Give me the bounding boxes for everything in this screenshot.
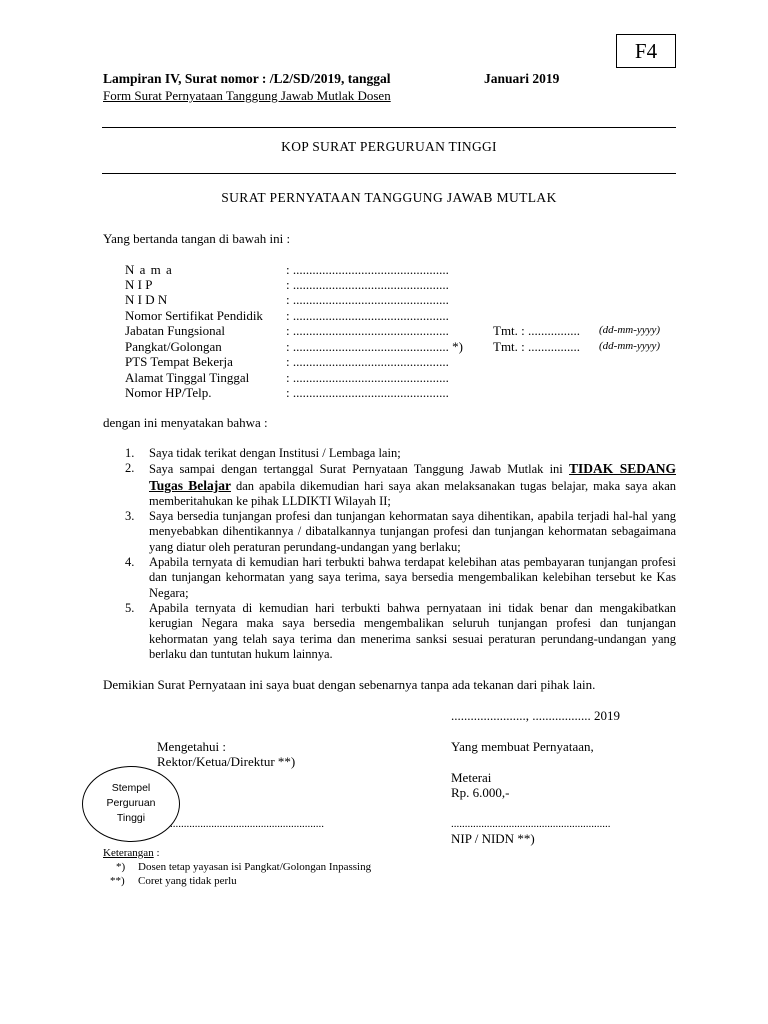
list-item-text: Saya sampai dengan tertanggal Surat Pernyataan Tanggung Jawab Mutlak ini: [149, 462, 569, 477]
field-label-nama: N a m a: [125, 262, 173, 277]
nip-nidn-label: NIP / NIDN **): [451, 831, 535, 846]
stamp-line-2: Perguruan: [106, 797, 156, 809]
field-value-nama: : ................................................: [286, 262, 449, 277]
divider-bottom: [102, 173, 676, 174]
list-item-number: 4.: [125, 555, 135, 570]
field-label-nidn: N I D N: [125, 292, 168, 307]
list-item-text: Apabila ternyata di kemudian hari terbukti bahwa terdapat kelebihan atas pembayaran tunjangan profesi dan tunjangan kehormatan yang saya terima, saya bersedia mengembalikan kelebihan tersebut ke Kas Negara;: [149, 555, 676, 600]
list-item: [102, 509, 676, 555]
list-item-emphasis: TIDAK SEDANG Tugas Belajar: [149, 461, 676, 493]
note-text-1: Dosen tetap yayasan isi Pangkat/Golongan Inpassing: [138, 861, 372, 873]
tmt-pangkat: Tmt. : ................: [493, 339, 581, 354]
note-mark-1: *): [116, 861, 126, 873]
list-item-number: 5.: [125, 600, 135, 615]
mengetahui-label: Mengetahui :: [157, 739, 226, 754]
signer-signature-line: ..........................................................: [451, 818, 611, 830]
stamp-line-3: Tinggi: [116, 812, 146, 824]
note-mark-2: **): [110, 875, 125, 887]
rektor-signature-line: ........................................................: [170, 818, 324, 830]
notes-colon: :: [153, 847, 160, 859]
stamp-line-1: Stempel: [111, 782, 151, 794]
field-label-hp: Nomor HP/Telp.: [125, 385, 212, 400]
divider-top: [102, 127, 676, 128]
field-value-hp: : ................................................: [286, 385, 449, 400]
meterai-label: Meterai: [451, 770, 492, 785]
document-title: SURAT PERNYATAAN TANGGUNG JAWAB MUTLAK: [221, 190, 557, 205]
field-label-jabatan: Jabatan Fungsional: [125, 323, 226, 338]
field-label-nip: N I P: [125, 277, 153, 292]
field-label-sertifikat: Nomor Sertifikat Pendidik: [125, 308, 263, 323]
notes-title: Keterangan: [103, 847, 154, 859]
list-item-text: Saya tidak terikat dengan Institusi / Lembaga lain;: [149, 446, 401, 460]
list-item-number: 2.: [125, 461, 135, 476]
field-label-pangkat: Pangkat/Golongan: [125, 339, 222, 354]
form-title: Form Surat Pernyataan Tanggung Jawab Mutlak Dosen: [103, 88, 391, 103]
field-value-nidn: : ................................................: [286, 292, 449, 307]
note-text-2: Coret yang tidak perlu: [138, 875, 237, 887]
statement-intro: dengan ini menyatakan bahwa :: [103, 415, 268, 430]
signer-title: Yang membuat Pernyataan,: [451, 739, 594, 754]
date-line: ......................., .................. 2019: [451, 708, 620, 723]
form-code-box: F4: [616, 34, 676, 68]
field-label-pts: PTS Tempat Bekerja: [125, 354, 233, 369]
list-item-number: 1.: [125, 446, 135, 460]
kop-title: KOP SURAT PERGURUAN TINGGI: [281, 139, 497, 154]
field-label-alamat: Alamat Tinggal Tinggal: [125, 370, 250, 385]
list-item: [102, 601, 676, 662]
field-value-pts: : ................................................: [286, 354, 449, 369]
closing-text: Demikian Surat Pernyataan ini saya buat dengan sebenarnya tanpa ada tekanan dari pihak lain.: [103, 677, 596, 692]
statement-list: [102, 446, 676, 662]
list-item: [102, 555, 676, 601]
field-value-sertifikat: : ................................................: [286, 308, 449, 323]
month-year: Januari 2019: [484, 71, 560, 86]
field-value-nip: : ................................................: [286, 277, 449, 292]
list-item-text-cont: dan apabila dikemudian hari saya akan melaksanakan tugas belajar, maka saya akan memberitahukan ke pihak LLDIKTI Wilayah II;: [149, 478, 676, 508]
rektor-role: Rektor/Ketua/Direktur **): [157, 754, 296, 769]
tmt-jabatan-format: (dd-mm-yyyy): [599, 324, 661, 336]
list-item-text: Saya bersedia tunjangan profesi dan tunjangan kehormatan saya dihentikan, apabila terjadi hal-hal yang menyebabkan dihentikannya / dibatalkannya tunjangan profesi dan tunjangan kehormatan sebagaimana yang diatur oleh peraturan perundang-undangan yang berlaku;: [149, 509, 676, 554]
lampiran-line: Lampiran IV, Surat nomor : /L2/SD/2019, tanggal: [103, 71, 391, 86]
list-item-number: 3.: [125, 509, 135, 524]
field-value-pangkat: : ................................................ *): [286, 339, 463, 354]
tmt-pangkat-format: (dd-mm-yyyy): [599, 340, 661, 352]
notes-heading: [103, 847, 160, 859]
field-value-jabatan: : ................................................: [286, 323, 449, 338]
intro-text: Yang bertanda tangan di bawah ini :: [103, 231, 291, 246]
field-value-alamat: : ................................................: [286, 370, 449, 385]
list-item: [102, 446, 676, 461]
list-item-text: Apabila ternyata di kemudian hari terbukti bahwa pernyataan ini tidak benar dan mengakibatkan kerugian Negara maka saya bersedia mengembalikan seluruh tunjangan profesi dan tunjangan kehormatan yang telah saya terima dan menerima sanksi sesuai peraturan perundang-undangan yang berlaku dan tuntutan hukum lainnya.: [149, 600, 676, 661]
list-item: [102, 461, 676, 509]
tmt-jabatan: Tmt. : ................: [493, 323, 581, 338]
meterai-amount: Rp. 6.000,-: [451, 785, 510, 800]
stamp-circle: [82, 766, 180, 842]
